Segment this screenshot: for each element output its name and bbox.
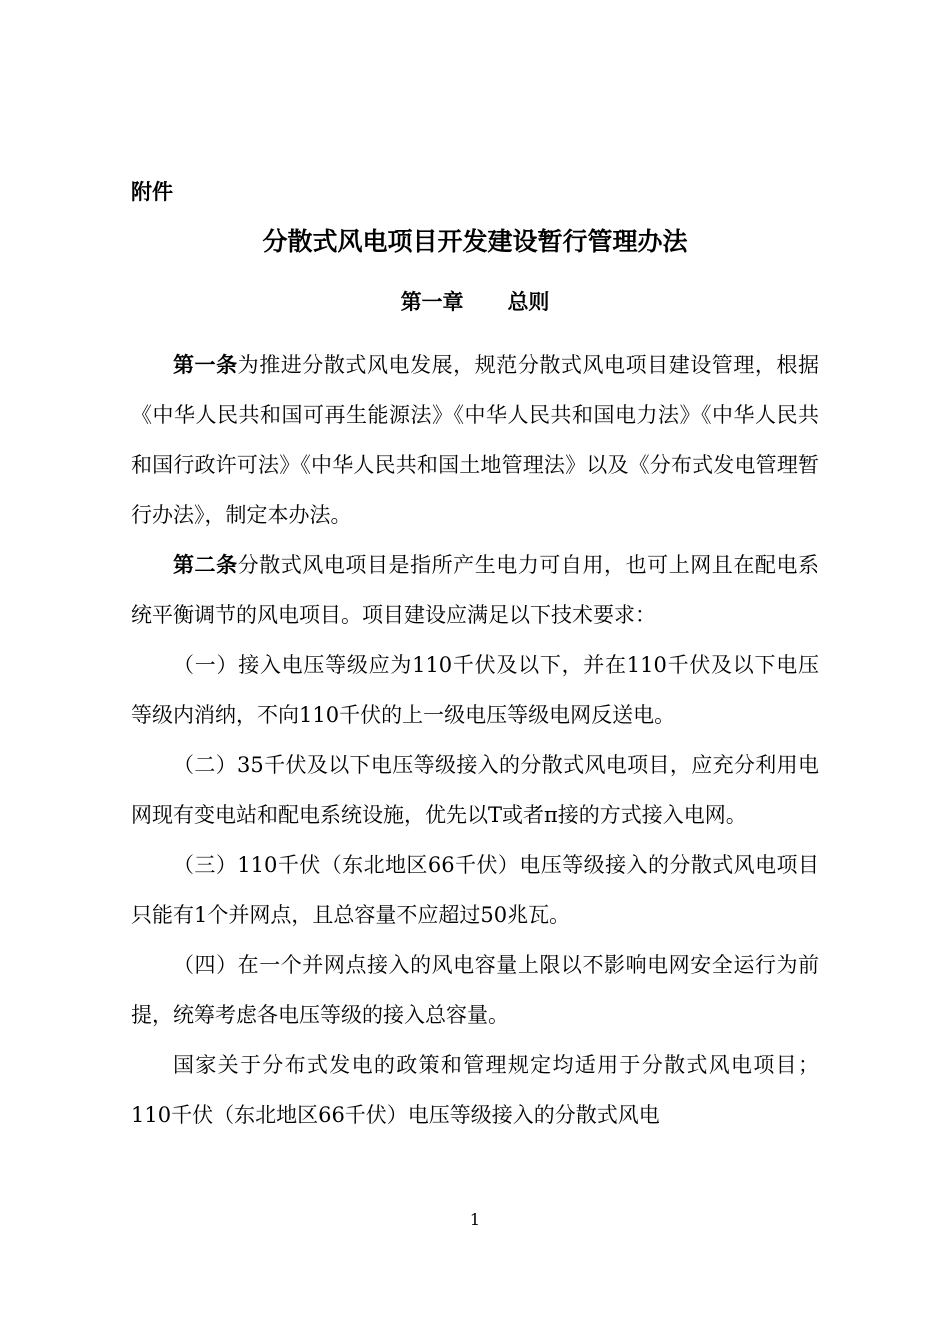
requirement-3-text: （三）110千伏（东北地区66千伏）电压等级接入的分散式风电项目只能有1个并网点，且总容量不应超过50兆瓦。	[131, 853, 819, 927]
requirement-4-text: （四）在一个并网点接入的风电容量上限以不影响电网安全运行为前提，统筹考虑各电压等级的接入总容量。	[131, 953, 819, 1027]
chapter-heading	[131, 286, 819, 318]
article-2-label: 第二条	[173, 553, 238, 577]
policy-text: 国家关于分布式发电的政策和管理规定均适用于分散式风电项目；110千伏（东北地区66千伏）电压等级接入的分散式风电	[131, 1053, 819, 1127]
document-title: 分散式风电项目开发建设暂行管理办法	[262, 227, 688, 256]
article-1-paragraph	[131, 340, 819, 540]
attachment-label: 附件	[131, 180, 173, 204]
article-1-text: 为推进分散式风电发展，规范分散式风电项目建设管理，根据《中华人民共和国可再生能源法》《中华人民共和国电力法》《中华人民共和国行政许可法》《中华人民共和国土地管理法》以及《分布式发电管理暂行办法》，制定本办法。	[131, 353, 819, 527]
requirement-2-text: （二）35千伏及以下电压等级接入的分散式风电项目，应充分利用电网现有变电站和配电系统设施，优先以T或者π接的方式接入电网。	[131, 753, 819, 827]
chapter-number: 第一章	[400, 290, 464, 314]
policy-paragraph	[131, 1040, 819, 1140]
chapter-name: 总则	[507, 290, 550, 314]
requirement-4-paragraph	[131, 940, 819, 1040]
requirement-3-paragraph	[131, 840, 819, 940]
requirement-1-paragraph	[131, 640, 819, 740]
page-number: 1	[469, 1210, 481, 1229]
requirement-2-paragraph	[131, 740, 819, 840]
article-2-paragraph	[131, 540, 819, 640]
document-body	[131, 340, 819, 1140]
requirement-1-text: （一）接入电压等级应为110千伏及以下，并在110千伏及以下电压等级内消纳，不向110千伏的上一级电压等级电网反送电。	[131, 653, 819, 727]
article-2-text: 分散式风电项目是指所产生电力可自用，也可上网且在配电系统平衡调节的风电项目。项目建设应满足以下技术要求：	[131, 553, 819, 627]
article-1-label: 第一条	[173, 353, 238, 377]
